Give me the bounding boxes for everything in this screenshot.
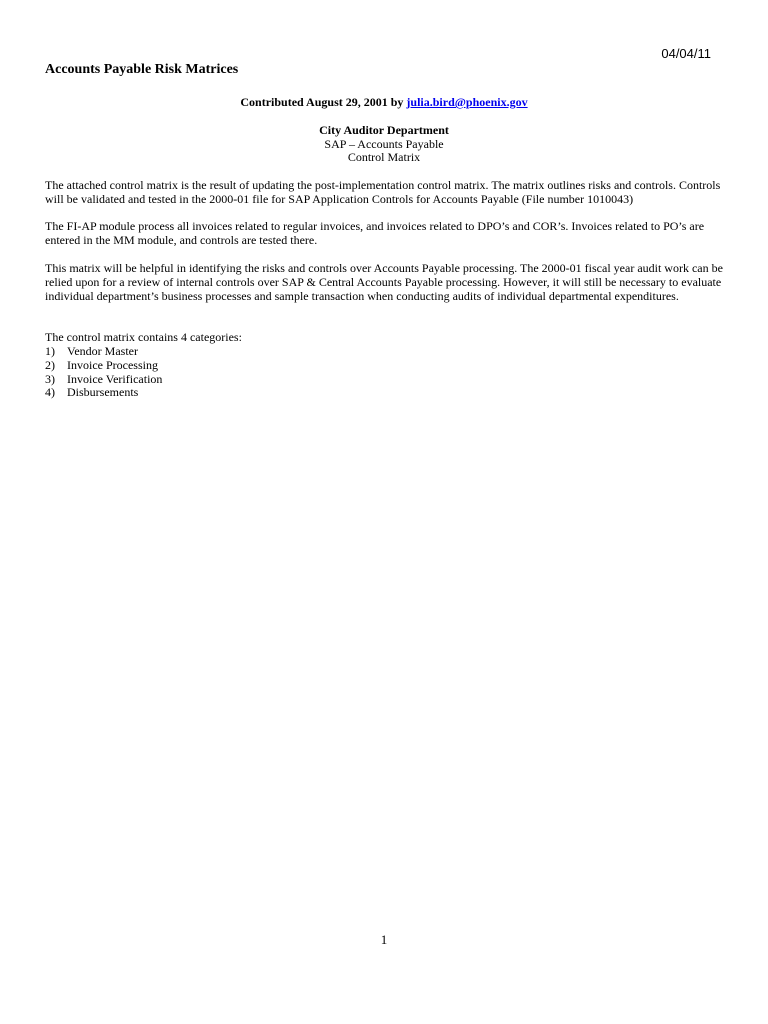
list-item (45, 386, 162, 400)
list-item (45, 359, 162, 373)
intro-paragraph: The attached control matrix is the result of updating the post-implementation control matrix. The matrix outlines risks and controls. Controls will be validated and tested in the 2000-01 file for SAP Application Controls for Accounts Payable (File number 1010043) (45, 178, 721, 206)
contribution-prefix: Contributed August 29, 2001 by (240, 95, 404, 109)
contributor-email-link[interactable]: julia.bird@phoenix.gov (406, 95, 528, 109)
category-list (45, 345, 162, 400)
department-heading: City Auditor Department (319, 123, 449, 137)
list-item-number: 4) (45, 385, 55, 400)
list-item-label: Disbursements (67, 385, 139, 400)
module-paragraph: The FI-AP module process all invoices related to regular invoices, and invoices related to DPO’s and COR’s. Invoices related to PO’s are entered in the MM module, and controls are tested there. (45, 219, 705, 247)
heading-block (0, 124, 768, 165)
list-item-label: Invoice Verification (67, 371, 163, 386)
contribution-line (0, 95, 768, 110)
list-item-number: 3) (45, 371, 55, 386)
document-title: Accounts Payable Risk Matrices (45, 62, 239, 77)
document-date: 04/04/11 (661, 46, 711, 61)
list-item (45, 345, 162, 359)
list-item-label: Vendor Master (67, 344, 138, 358)
list-item-number: 2) (45, 357, 55, 372)
list-item (45, 373, 162, 387)
system-subheading: SAP – Accounts Payable (324, 136, 444, 151)
page-number: 1 (380, 932, 388, 947)
categories-intro: The control matrix contains 4 categories: (45, 330, 242, 344)
usage-paragraph: This matrix will be helpful in identifying the risks and controls over Accounts Payable processing. The 2000-01 fiscal year audit work can be relied upon for a review of internal controls over SAP & Central Accounts Payable processing. However, it will still be necessary to evaluate individual department’s business processes and sample transaction when conducting audits of individual departmental expenditures. (45, 261, 723, 303)
list-item-label: Invoice Processing (67, 357, 158, 372)
list-item-number: 1) (45, 344, 55, 358)
matrix-subheading: Control Matrix (347, 150, 421, 164)
